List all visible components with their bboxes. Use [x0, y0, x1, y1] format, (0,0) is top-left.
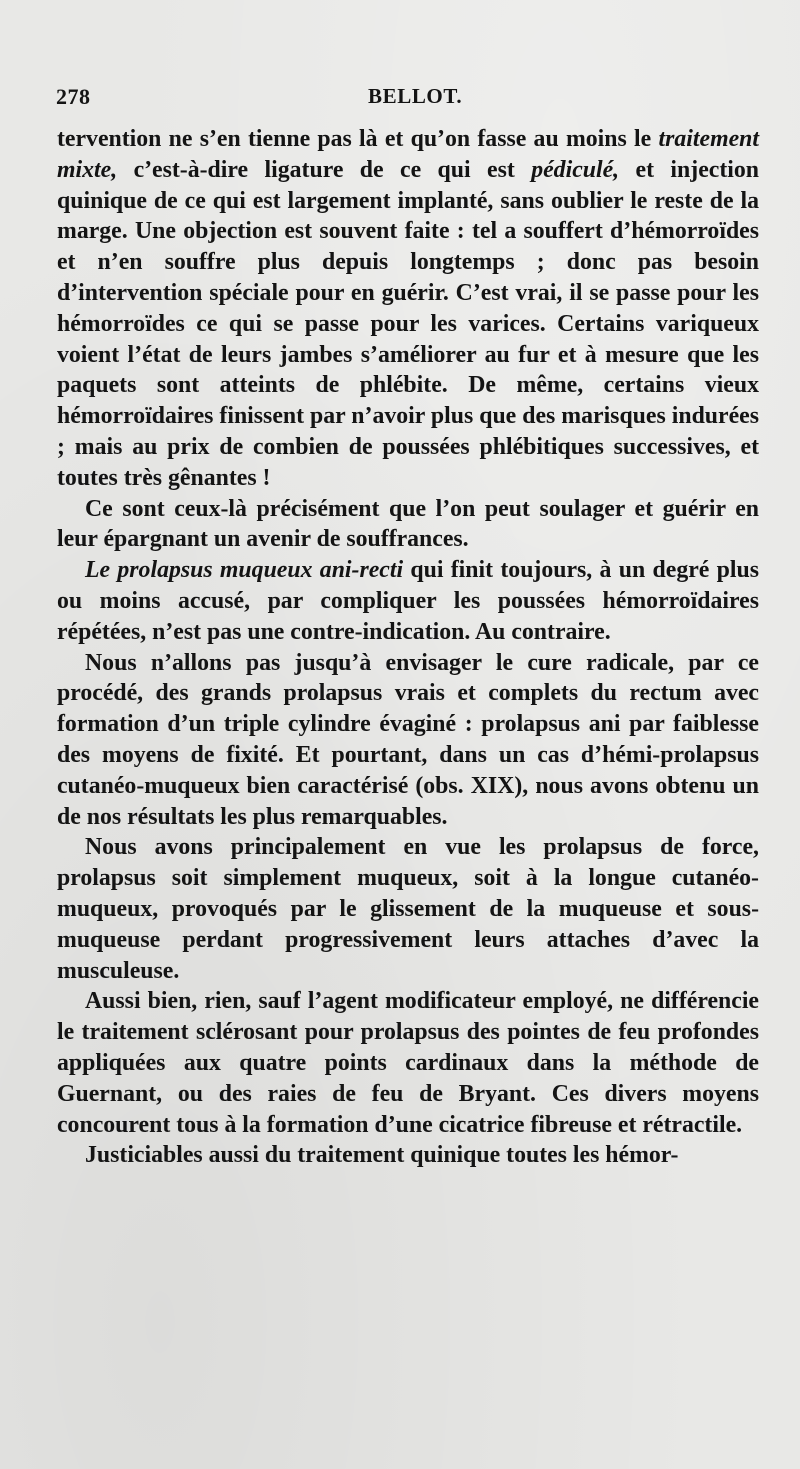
paragraph-text: Justiciables aussi du traitement quinique toutes les hémor- [85, 1142, 679, 1169]
italic-phrase: traitement mixte, [57, 126, 759, 183]
page-number: 278 [56, 84, 91, 109]
body-text [57, 124, 759, 1171]
paragraph-text: Nous avons principalement en vue les prolapsus de force, prolapsus soit simplement muqueux, soit à la longue cutanéo-muqueux, provoqués par le glissement de la muqueuse et sous-muqueuse perdant progressivement leurs attaches d’avec la musculeuse. [57, 834, 759, 984]
paragraph [57, 986, 759, 1140]
paragraph-text: et injection quinique de ce qui est largement implanté, sans oublier le reste de la marge. Une objection est souvent faite : tel a souffert d’hémorroïdes et n’en souffre plus depuis longtemps ; donc pas besoin d’intervention spéciale pour en guérir. C’est vrai, il se passe pour les hémorroïdes ce qui se passe pour les varices. Certains variqueux voient l’état de leurs jambes s’améliorer au fur et à mesure que les paquets sont atteints de phlébite. De même, certains vieux hémorroïdaires finissent par n’avoir plus que des marisques indurées ; mais au prix de combien de poussées phlébitiques successives, et toutes très gênantes ! [57, 156, 759, 491]
paragraph-text: Ce sont ceux-là précisément que l’on peut soulager et guérir en leur épargnant un avenir de souffrances. [57, 495, 759, 553]
paragraph [57, 494, 759, 556]
paragraph [57, 832, 759, 986]
paragraph [57, 1140, 759, 1171]
page-header [56, 84, 758, 114]
paragraph-text: c’est-à-dire ligature de ce qui est [117, 156, 532, 183]
paragraph-text: Nous n’allons pas jusqu’à envisager le cure radicale, par ce procédé, des grands prolapsus vrais et complets du rectum avec formation d’un triple cylindre évaginé : prolapsus ani par faiblesse des moyens de fixité. Et pourtant, dans un cas d’hémi-prolapsus cutanéo-muqueux bien caractérisé (obs. XIX), nous avons obtenu un de nos résultats les plus remarquables. [57, 649, 759, 830]
paragraph-text: Aussi bien, rien, sauf l’agent modificateur employé, ne différencie le traitement sclérosant pour prolapsus des pointes de feu profondes appliquées aux quatre points cardinaux dans la méthode de Guernant, ou des raies de feu de Bryant. Ces divers moyens concourent tous à la formation d’une cicatrice fibreuse et rétractile. [57, 988, 759, 1138]
paragraph-continuation [57, 124, 759, 494]
italic-phrase: pédiculé, [531, 156, 620, 183]
italic-phrase: Le prolapsus muqueux ani-recti [85, 557, 404, 584]
paragraph [57, 555, 759, 647]
paragraph [57, 648, 759, 833]
paragraph-text: qui finit toujours, à un degré plus ou moins accusé, par compliquer les poussées hémorroïdaires répétées, n’est pas une contre-indication. Au contraire. [57, 557, 759, 645]
running-title: BELLOT. [368, 84, 463, 108]
paragraph-text: tervention ne s’en tienne pas là et qu’on fasse au moins le [57, 126, 659, 152]
